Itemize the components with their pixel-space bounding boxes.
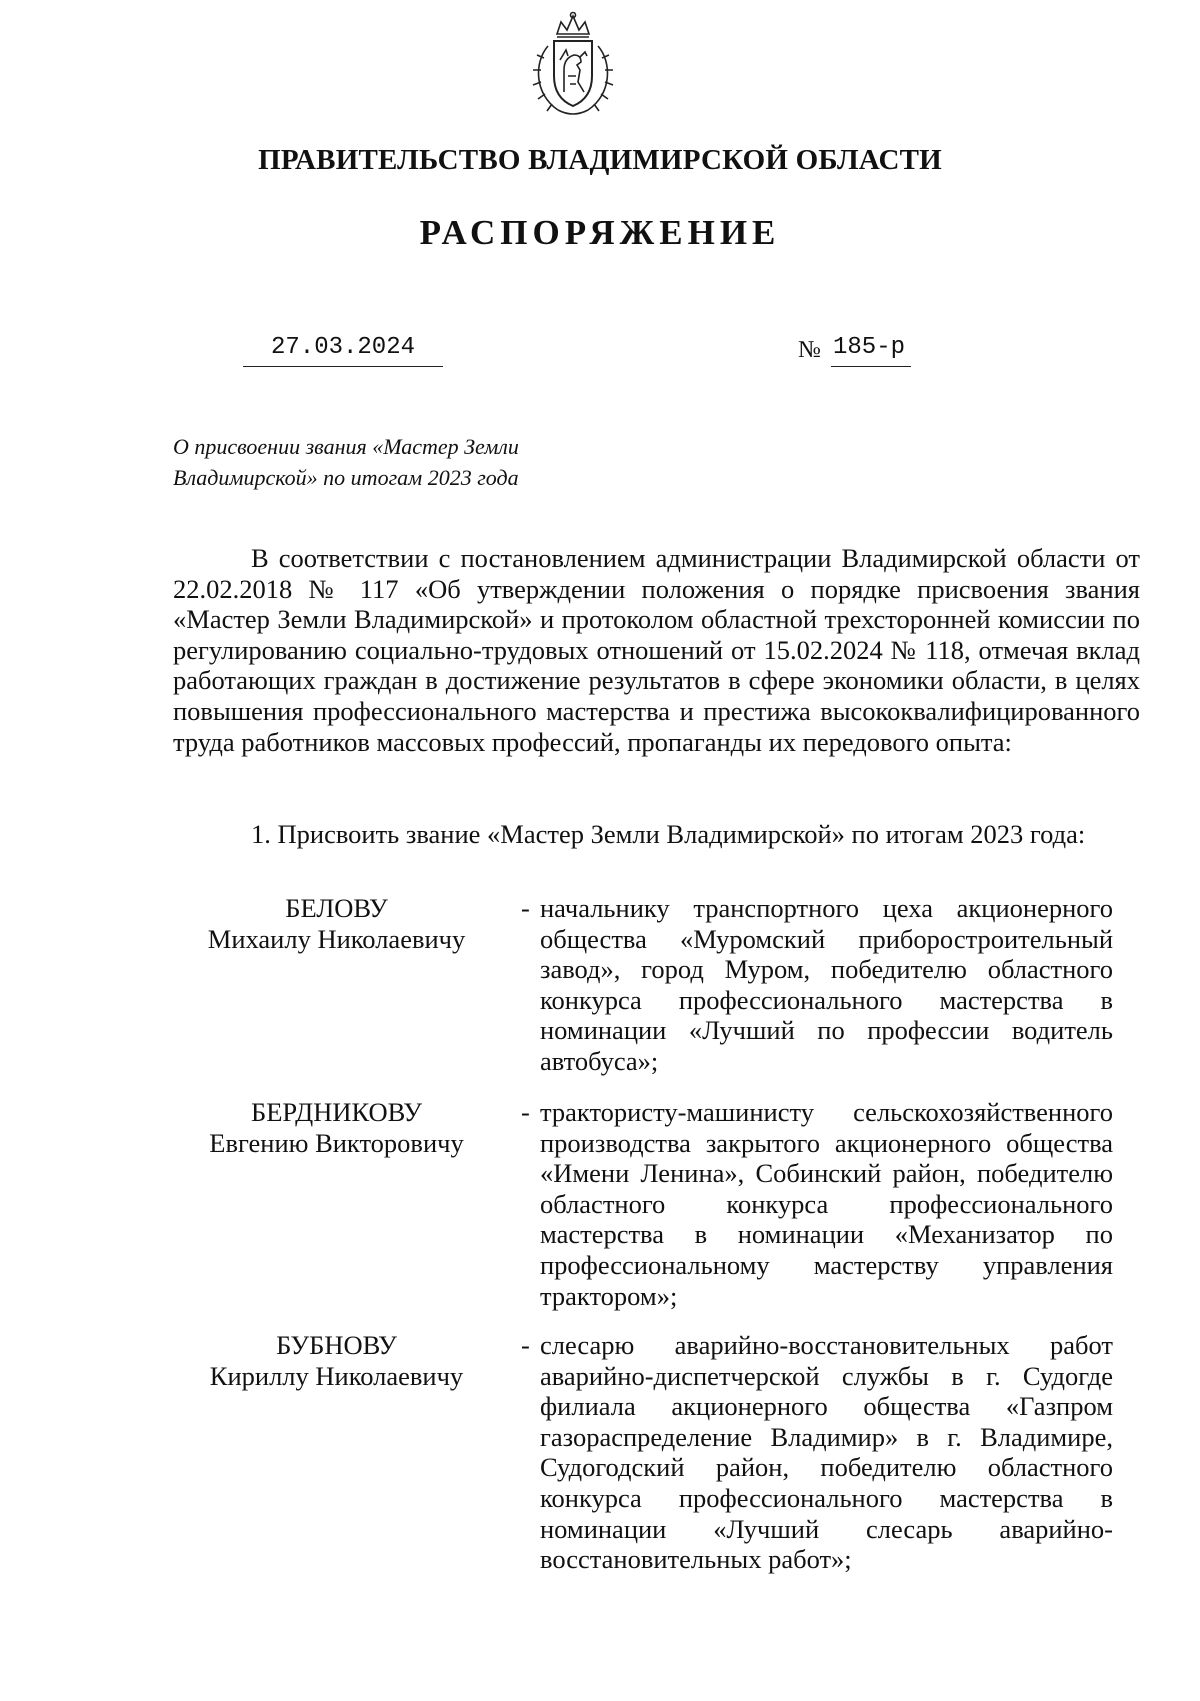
awardee-surname: БЕРДНИКОВУ (251, 1097, 422, 1127)
awardee-description: трактористу-машинисту сельскохозяйственного производства закрытого акционерного общества «Имени Ленина», Собинский район, победителю областного конкурса профессионального мастерства в номинации «Механизатор по профессиональному мастерству управления трактором»; (540, 1097, 1113, 1311)
awardee-given-names: Евгению Викторовичу (209, 1127, 464, 1158)
awardee-surname: БУБНОВУ (276, 1330, 397, 1360)
number-label: № (798, 337, 821, 363)
awardee-name (173, 893, 500, 954)
organization-title: ПРАВИТЕЛЬСТВО ВЛАДИМИРСКОЙ ОБЛАСТИ (258, 144, 942, 176)
preamble-paragraph: В соответствии с постановлением администрации Владимирской области от 22.02.2018 № 117 «Об утверждении положения о порядке присвоения звания «Мастер Земли Владимирской» и протоколом областной трехсторонней комиссии по регулированию социально-трудовых отношений от 15.02.2024 № 118, отмечая вклад работающих граждан в достижение результатов в сфере экономики области, в целях повышения профессионального мастерства и престижа высококвалифицированного труда работников массовых профессий, пропаганды их передового опыта: (173, 543, 1140, 757)
document-number: 185-р (833, 334, 906, 361)
document-type: РАСПОРЯЖЕНИЕ (419, 213, 781, 252)
date-underline (243, 366, 443, 367)
coat-of-arms-icon (524, 10, 622, 120)
dash-separator: - (521, 1330, 530, 1360)
item-1-paragraph: 1. Присвоить звание «Мастер Земли Владимирской» по итогам 2023 года: (251, 819, 1086, 849)
awardee-name (173, 1330, 500, 1391)
awardee-description: слесарю аварийно-восстановительных работ аварийно-диспетчерской службы в г. Судогде филиала акционерного общества «Газпром газораспределение Владимир» в г. Владимире, Судогодский район, победителю областного конкурса профессионального мастерства в номинации «Лучший слесарь аварийно-восстановительных работ»; (540, 1330, 1113, 1575)
document-date: 27.03.2024 (270, 334, 416, 361)
subject-line-1: О присвоении звания «Мастер Земли (173, 434, 519, 459)
awardee-surname: БЕЛОВУ (285, 893, 388, 923)
number-underline (831, 366, 911, 367)
awardee-given-names: Кириллу Николаевичу (209, 1360, 464, 1391)
dash-separator: - (521, 1097, 530, 1127)
awardee-given-names: Михаилу Николаевичу (207, 923, 466, 954)
dash-separator: - (521, 893, 530, 923)
subject-line-2: Владимирской» по итогам 2023 года (173, 465, 519, 490)
awardee-name (173, 1097, 500, 1158)
awardee-description: начальнику транспортного цеха акционерного общества «Муромский приборостроительный завод», город Муром, победителю областного конкурса профессионального мастерства в номинации «Лучший по профессии водитель автобуса»; (540, 893, 1113, 1076)
document-subject (173, 431, 633, 493)
